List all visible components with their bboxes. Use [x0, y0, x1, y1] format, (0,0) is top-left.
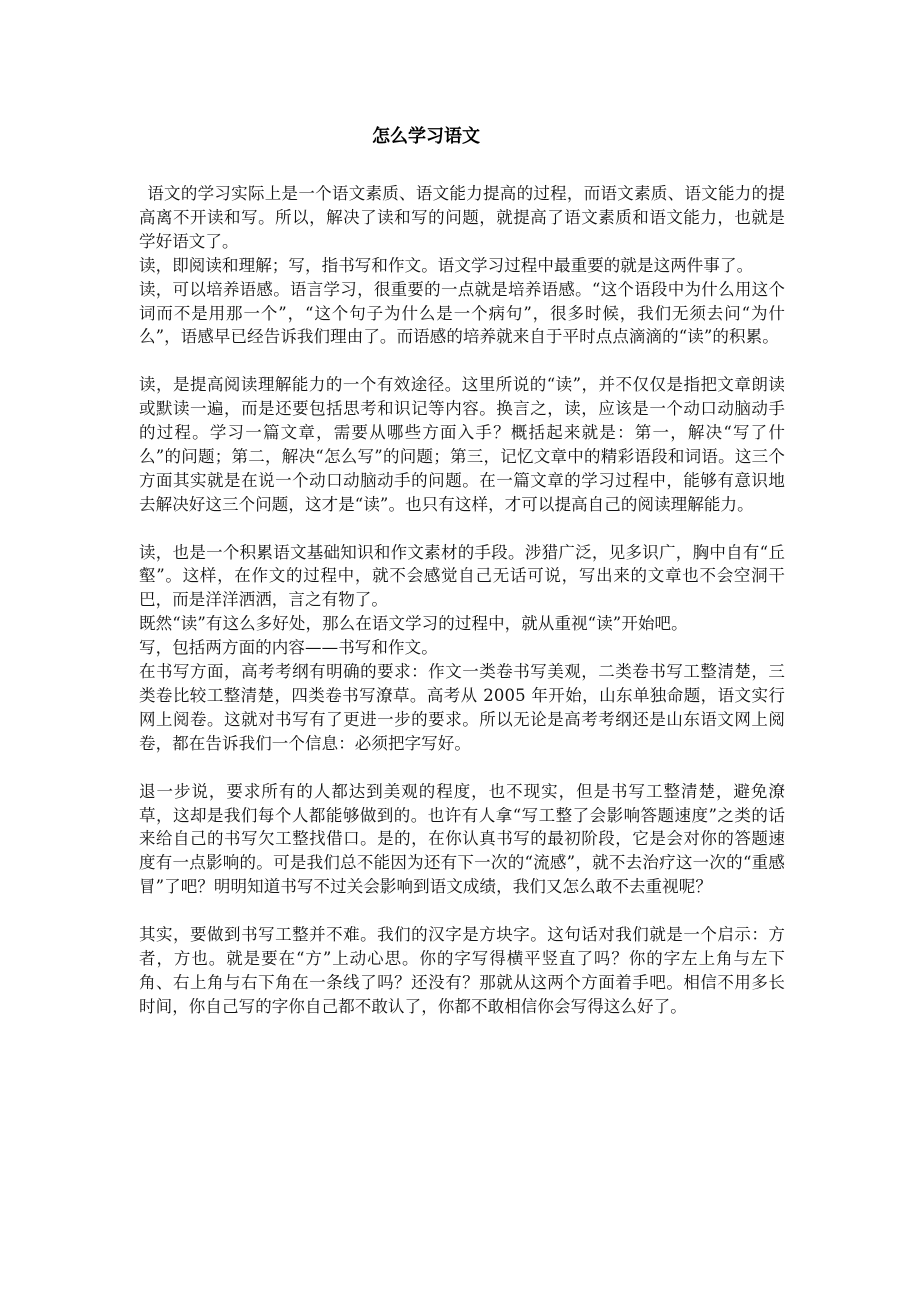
paragraph-6: 既然“读”有这么多好处，那么在语文学习的过程中，就从重视“读”开始吧。 [139, 614, 688, 634]
paragraph-10: 其实，要做到书写工整并不难。我们的汉字是方块字。这句话对我们就是一个启示：方者，方也。就是要在“方”上动心思。你的字写得横平竖直了吗？你的字左上角与左下角、右上角与右下角在一条线了吗？还没有？那就从这两个方面着手吧。相信不用多长时间，你自己写的字你自己都不敢认了，你都不敢相信你会写得这么好了。 [139, 925, 785, 1016]
paragraph-8: 在书写方面，高考考纲有明确的要求：作文一类卷书写美观，二类卷书写工整清楚，三类卷比较工整清楚，四类卷书写潦草。高考从 2005 年开始，山东单独命题，语文实行网上阅卷。这就对书写有了更进一步的要求。所以无论是高考考纲还是山东语文网上阅卷，都在告诉我们一个信息：必须把字写好。 [139, 662, 785, 753]
paragraph-3: 读，可以培养语感。语言学习，很重要的一点就是培养语感。“这个语段中为什么用这个词而不是用那一个”，“这个句子为什么是一个病句”，很多时候，我们无须去问“为什么”，语感早已经告诉我们理由了。而语感的培养就来自于平时点点滴滴的“读”的积累。 [139, 279, 785, 347]
paragraph-7: 写，包括两方面的内容——书写和作文。 [139, 638, 438, 658]
paragraph-9: 退一步说，要求所有的人都达到美观的程度，也不现实，但是书写工整清楚，避免潦草，这却是我们每个人都能够做到的。也许有人拿“写工整了会影响答题速度”之类的话来给自己的书写欠工整找借口。是的，在你认真书写的最初阶段，它是会对你的答题速度有一点影响的。可是我们总不能因为还有下一次的“流感”，就不去治疗这一次的“重感冒”了吧？明明知道书写不过关会影响到语文成绩，我们又怎么敢不去重视呢？ [139, 781, 785, 897]
document-title: 怎么学习语文 [372, 126, 480, 147]
paragraph-5: 读，也是一个积累语文基础知识和作文素材的手段。涉猎广泛，见多识广，胸中自有“丘壑”。这样，在作文的过程中，就不会感觉自己无话可说，写出来的文章也不会空洞干巴，而是洋洋洒洒，言之有物了。 [139, 542, 785, 610]
paragraph-1: 语文的学习实际上是一个语文素质、语文能力提高的过程，而语文素质、语文能力的提高离不开读和写。所以，解决了读和写的问题，就提高了语文素质和语文能力，也就是学好语文了。 [139, 184, 785, 251]
paragraph-2: 读，即阅读和理解；写，指书写和作文。语文学习过程中最重要的就是这两件事了。 [139, 255, 754, 275]
paragraph-4: 读，是提高阅读理解能力的一个有效途径。这里所说的“读”，并不仅仅是指把文章朗读或默读一遍，而是还要包括思考和识记等内容。换言之，读，应该是一个动口动脑动手的过程。学习一篇文章，需要从哪些方面入手？概括起来就是：第一，解决“写了什么”的问题；第二，解决“怎么写”的问题；第三，记忆文章中的精彩语段和词语。这三个方面其实就是在说一个动口动脑动手的问题。在一篇文章的学习过程中，能够有意识地去解决好这三个问题，这才是“读”。也只有这样，才可以提高自己的阅读理解能力。 [139, 375, 785, 514]
document-body [139, 182, 785, 1019]
